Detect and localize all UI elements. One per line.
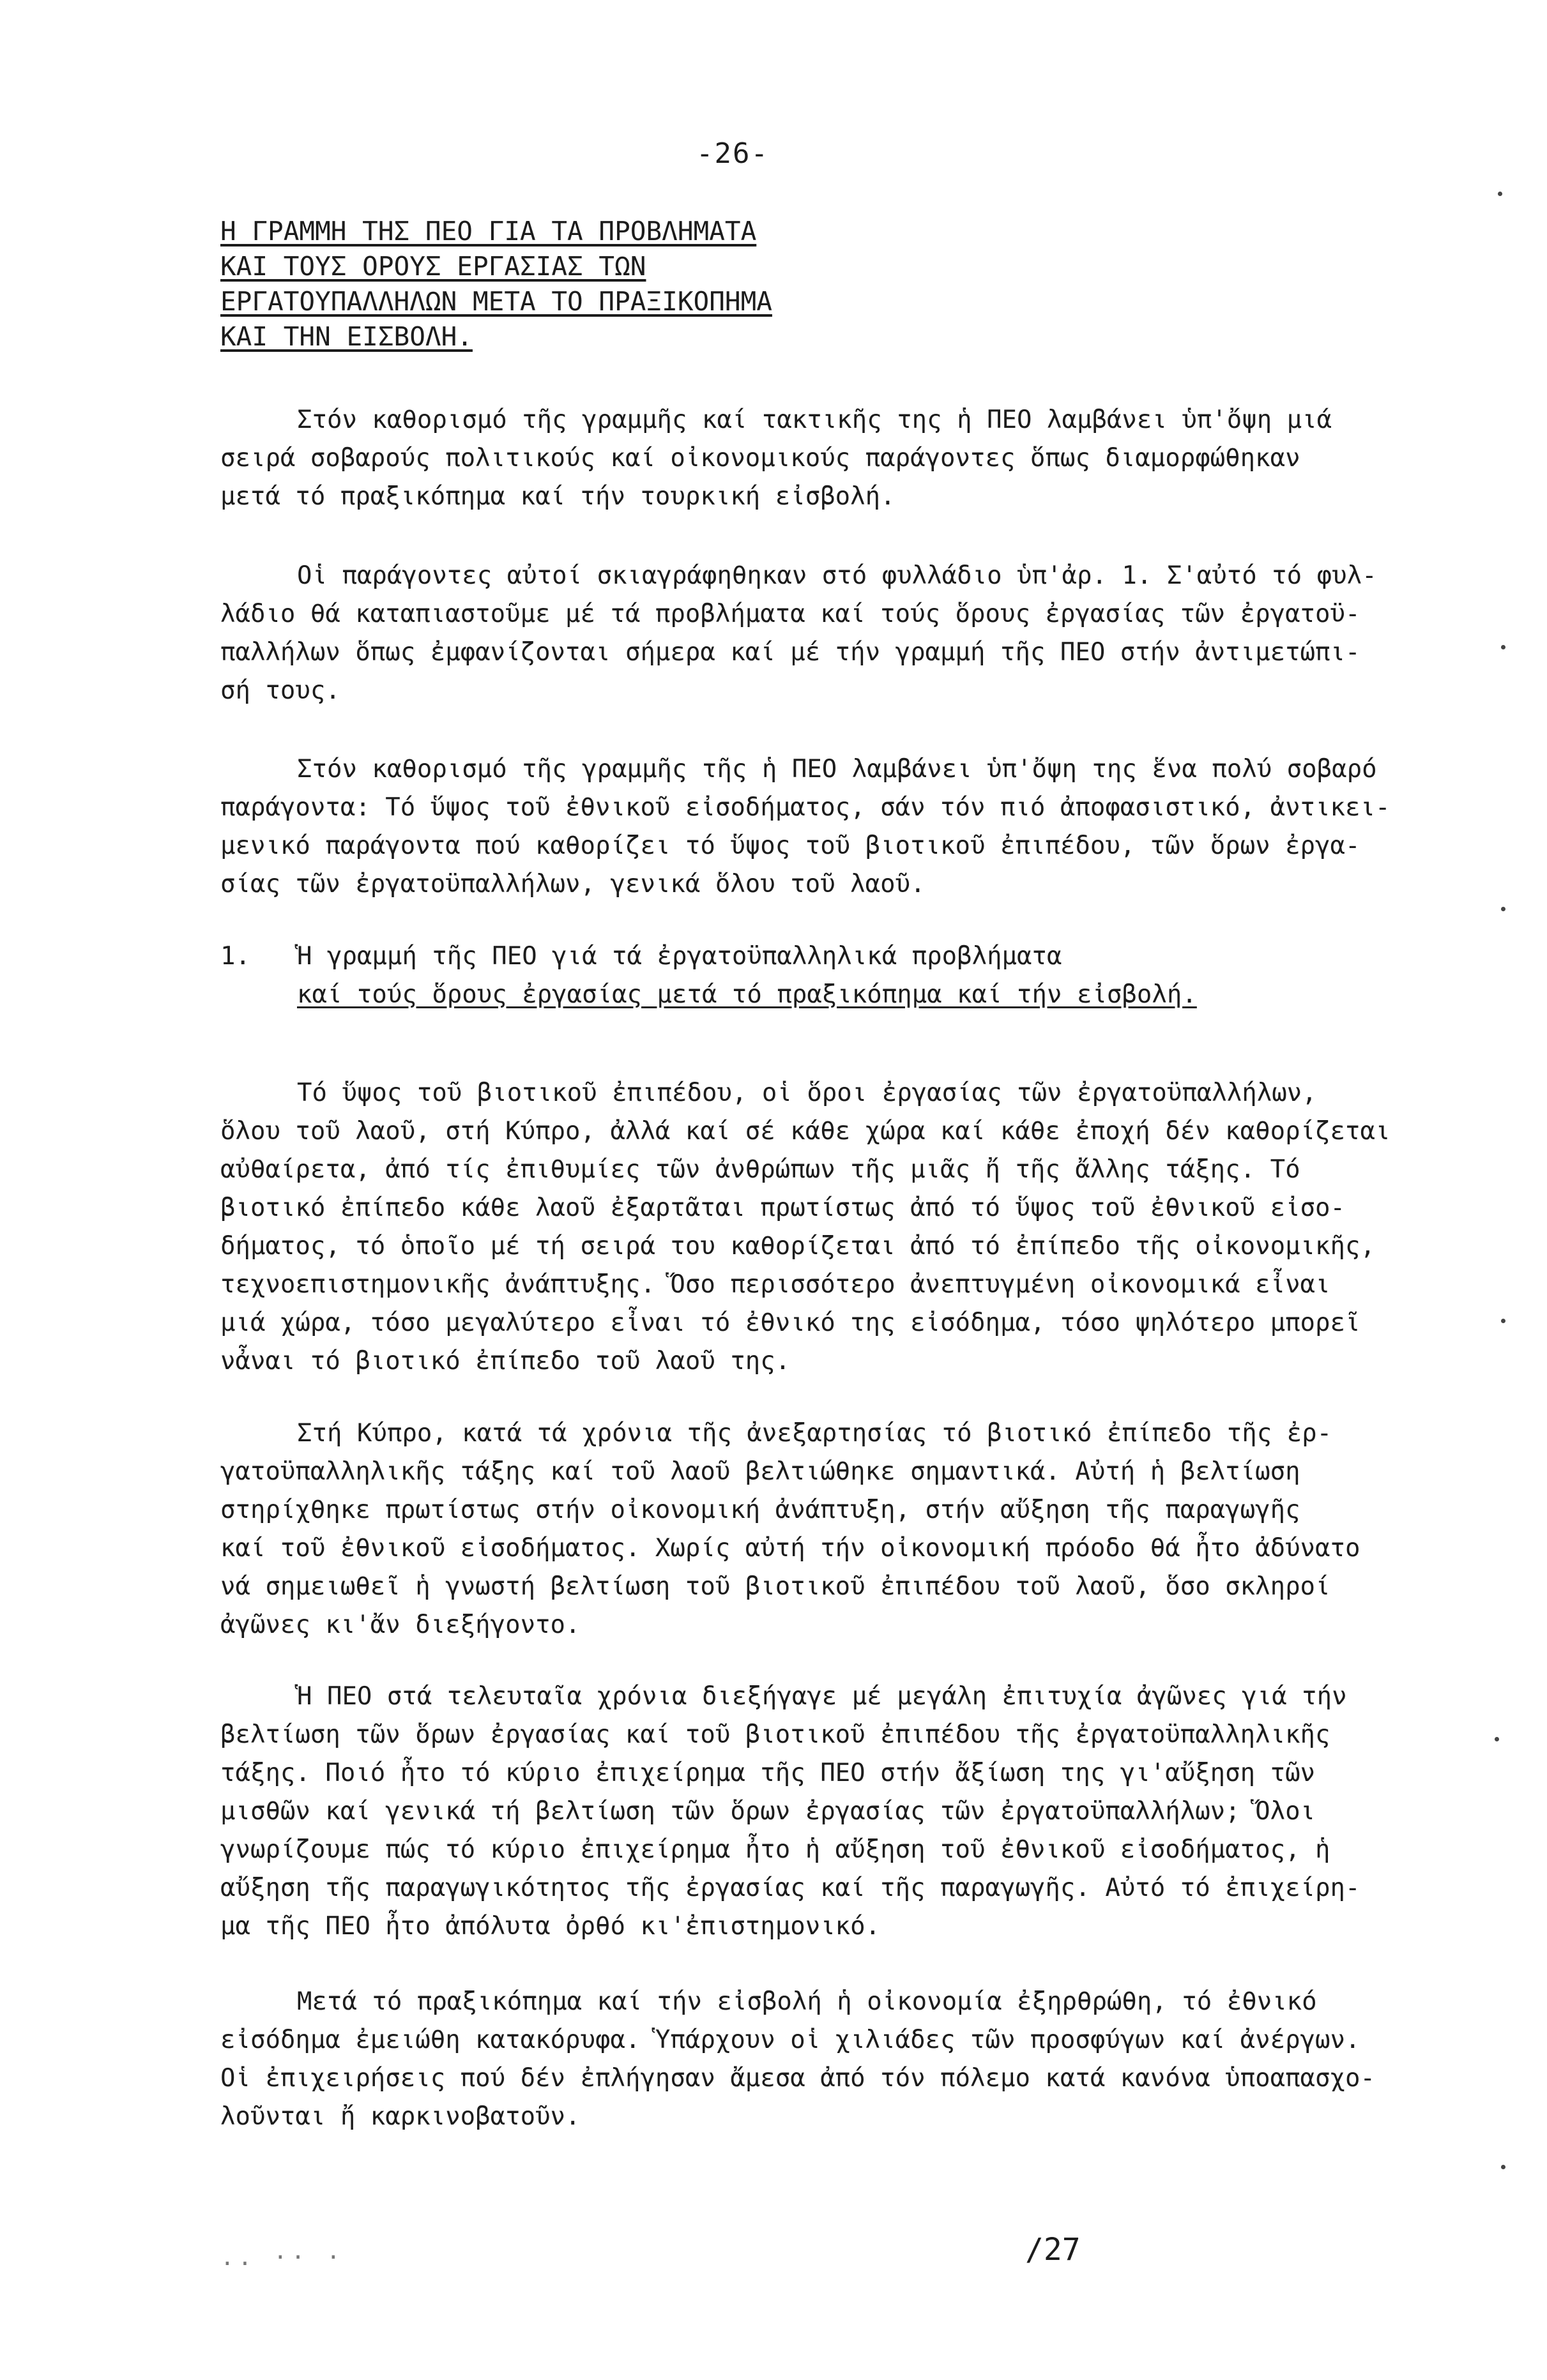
- text-line: σίας τῶν ἐργατοϋπαλλήλων, γενικά ὅλου τοῦ λαοῦ.: [220, 870, 926, 898]
- text-line: αὔξηση τῆς παραγωγικότητος τῆς ἐργασίας καί τῆς παραγωγῆς. Αὐτό τό ἐπιχείρη-: [220, 1874, 1360, 1902]
- text-line: παλλήλων ὅπως ἐμφανίζονται σήμερα καί μέ τήν γραμμή τῆς ΠΕΟ στήν ἀντιμετώπι-: [220, 638, 1360, 667]
- heading-line: ΕΡΓΑΤΟΥΠΑΛΛΗΛΩΝ ΜΕΤΑ ΤΟ ΠΡΑΞΙΚΟΠΗΜΑ: [220, 286, 772, 317]
- text-line: μισθῶν καί γενικά τή βελτίωση τῶν ὅρων ἐργασίας τῶν ἐργατοϋπαλλήλων; Ὅλοι: [220, 1797, 1316, 1826]
- text-line: μετά τό πραξικόπημα καί τήν τουρκική εἰσβολή.: [220, 482, 895, 511]
- speck-mark: [1501, 1319, 1505, 1323]
- footer-marks: .. ·· ·: [220, 2245, 344, 2271]
- text-line: λοῦνται ἤ καρκινοβατοῦν.: [220, 2102, 581, 2131]
- text-line: γνωρίζουμε πώς τό κύριο ἐπιχείρημα ἦτο ἡ αὔξηση τοῦ ἐθνικοῦ εἰσοδήματος, ἡ: [220, 1835, 1330, 1864]
- heading-line: ΚΑΙ ΤΟΥΣ ΟΡΟΥΣ ΕΡΓΑΣΙΑΣ ΤΩΝ: [220, 251, 646, 282]
- text-line: σή τους.: [220, 676, 340, 705]
- text-line: νά σημειωθεῖ ἡ γνωστή βελτίωση τοῦ βιοτικοῦ ἐπιπέδου τοῦ λαοῦ, ὅσο σκληροί: [220, 1572, 1330, 1601]
- heading-line: Η ΓΡΑΜΜΗ ΤΗΣ ΠΕΟ ΓΙΑ ΤΑ ΠΡΟΒΛΗΜΑΤΑ: [220, 216, 757, 246]
- paragraph-3: [220, 750, 1488, 904]
- text-line: Ἡ ΠΕΟ στά τελευταῖα χρόνια διεξήγαγε μέ μεγάλη ἐπιτυχία ἀγῶνες γιά τήν: [297, 1682, 1347, 1711]
- text-line: Οἱ παράγοντες αὐτοί σκιαγράφηθηκαν στό φυλλάδιο ὑπ'ἀρ. 1. Σ'αὐτό τό φυλ-: [297, 561, 1377, 590]
- speck-mark: [1501, 645, 1505, 649]
- text-line: λάδιο θά καταπιαστοῦμε μέ τά προβλήματα καί τούς ὅρους ἐργασίας τῶν ἐργατοϋ-: [220, 600, 1360, 628]
- text-line: βιοτικό ἐπίπεδο κάθε λαοῦ ἐξαρτᾶται πρωτίστως ἀπό τό ὕψος τοῦ ἐθνικοῦ εἰσο-: [220, 1194, 1345, 1222]
- text-line: τεχνοεπιστημονικῆς ἀνάπτυξης. Ὅσο περισσότερο ἀνεπτυγμένη οἰκονομικά εἶναι: [220, 1270, 1330, 1299]
- text-line: ἀγῶνες κι'ἄν διεξήγοντο.: [220, 1611, 581, 1639]
- text-line: Τό ὕψος τοῦ βιοτικοῦ ἐπιπέδου, οἱ ὅροι ἐργασίας τῶν ἐργατοϋπαλλήλων,: [297, 1079, 1317, 1107]
- subheading-line-underlined: καί τούς ὅρους ἐργασίας μετά τό πραξικόπημα καί τήν εἰσβολή.: [297, 980, 1197, 1009]
- text-line: βελτίωση τῶν ὅρων ἐργασίας καί τοῦ βιοτικοῦ ἐπιπέδου τῆς ἐργατοϋπαλληλικῆς: [220, 1720, 1330, 1749]
- text-line: Οἱ ἐπιχειρήσεις πού δέν ἐπλήγησαν ἄμεσα ἀπό τόν πόλεμο κατά κανόνα ὑποαπασχο-: [220, 2064, 1375, 2093]
- paragraph-4: [220, 1074, 1488, 1381]
- text-line: μενικό παράγοντα πού καθορίζει τό ὕψος τοῦ βιοτικοῦ ἐπιπέδου, τῶν ὅρων ἐργα-: [220, 831, 1360, 860]
- text-line: σειρά σοβαρούς πολιτικούς καί οἰκονομικούς παράγοντες ὅπως διαμορφώθηκαν: [220, 444, 1300, 473]
- text-line: ὅλου τοῦ λαοῦ, στή Κύπρο, ἀλλά καί σέ κάθε χώρα καί κάθε ἐποχή δέν καθορίζεται: [220, 1117, 1391, 1146]
- subheading-line: Ἡ γραμμή τῆς ΠΕΟ γιά τά ἐργατοϋπαλληλικά προβλήματα: [297, 942, 1062, 971]
- speck-mark: [1498, 192, 1502, 196]
- paragraph-2: [220, 557, 1488, 710]
- text-line: παράγοντα: Τό ὕψος τοῦ ἐθνικοῦ εἰσοδήματος, σάν τόν πιό ἀποφασιστικό, ἀντικει-: [220, 793, 1391, 822]
- section-heading: [220, 214, 772, 354]
- text-line: Μετά τό πραξικόπημα καί τήν εἰσβολή ἡ οἰκονομία ἐξηρθρώθη, τό ἐθνικό: [297, 1987, 1317, 2016]
- text-line: στηρίχθηκε πρωτίστως στήν οἰκονομική ἀνάπτυξη, στήν αὔξηση τῆς παραγωγῆς: [220, 1496, 1300, 1524]
- speck-mark: [1501, 2165, 1505, 2169]
- heading-line: ΚΑΙ ΤΗΝ ΕΙΣΒΟΛΗ.: [220, 321, 473, 352]
- text-line: εἰσόδημα ἐμειώθη κατακόρυφα. Ὑπάρχουν οἱ χιλιάδες τῶν προσφύγων καί ἀνέργων.: [220, 2026, 1360, 2054]
- text-line: γατοϋπαλληλικῆς τάξης καί τοῦ λαοῦ βελτιώθηκε σημαντικά. Αὐτή ἡ βελτίωση: [220, 1457, 1300, 1486]
- paragraph-5: [220, 1414, 1488, 1644]
- text-line: αὐθαίρετα, ἀπό τίς ἐπιθυμίες τῶν ἀνθρώπων τῆς μιᾶς ἤ τῆς ἄλλης τάξης. Τό: [220, 1155, 1300, 1184]
- text-line: Στή Κύπρο, κατά τά χρόνια τῆς ἀνεξαρτησίας τό βιοτικό ἐπίπεδο τῆς ἐρ-: [297, 1419, 1332, 1448]
- paragraph-7: [220, 1983, 1488, 2136]
- text-line: μιά χώρα, τόσο μεγαλύτερο εἶναι τό ἐθνικό της εἰσόδημα, τόσο ψηλότερο μπορεῖ: [220, 1308, 1360, 1337]
- page-number: -26-: [696, 137, 769, 170]
- text-line: νἆναι τό βιοτικό ἐπίπεδο τοῦ λαοῦ της.: [220, 1347, 791, 1376]
- paragraph-6: [220, 1678, 1488, 1946]
- next-page-number: /27: [1025, 2232, 1081, 2268]
- numbered-subheading: [220, 937, 1197, 1014]
- text-line: καί τοῦ ἐθνικοῦ εἰσοδήματος. Χωρίς αὐτή τήν οἰκονομική πρόοδο θά ἦτο ἀδύνατο: [220, 1534, 1360, 1563]
- speck-mark: [1495, 1737, 1499, 1741]
- text-line: δήματος, τό ὁποῖο μέ τή σειρά του καθορίζεται ἀπό τό ἐπίπεδο τῆς οἰκονομικῆς,: [220, 1232, 1375, 1261]
- text-line: Στόν καθορισμό τῆς γραμμῆς καί τακτικῆς της ἡ ΠΕΟ λαμβάνει ὑπ'ὄψη μιά: [297, 406, 1332, 434]
- speck-mark: [1501, 907, 1505, 911]
- text-line: τάξης. Ποιό ἦτο τό κύριο ἐπιχείρημα τῆς ΠΕΟ στήν ἄξίωση της γι'αὔξηση τῶν: [220, 1759, 1316, 1787]
- text-line: Στόν καθορισμό τῆς γραμμῆς τῆς ἡ ΠΕΟ λαμβάνει ὑπ'ὄψη της ἕνα πολύ σοβαρό: [297, 755, 1377, 784]
- paragraph-1: [220, 401, 1488, 516]
- text-line: μα τῆς ΠΕΟ ἦτο ἀπόλυτα ὀρθό κι'ἐπιστημονικό.: [220, 1912, 881, 1941]
- item-number: 1.: [220, 942, 250, 971]
